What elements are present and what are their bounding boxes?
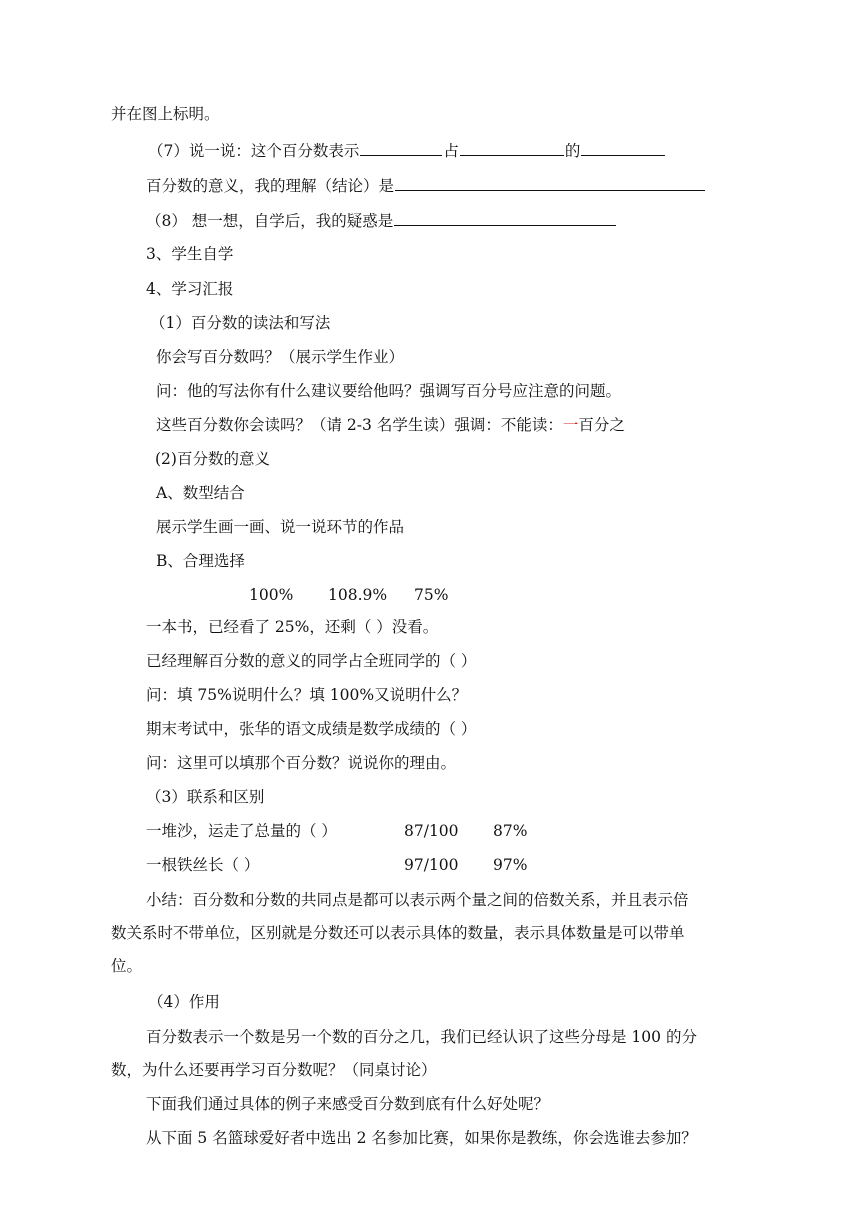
option-value: 100%: [249, 586, 294, 604]
conclusion-line: 百分数的意义，我的理解（结论）是: [146, 174, 706, 196]
section-heading: 4、学习汇报: [146, 280, 234, 298]
text-line: 数，为什么还要再学习百分数呢？（同桌讨论）: [111, 1061, 437, 1079]
text-line: 问：这里可以填那个百分数？说说你的理由。: [146, 754, 457, 772]
answer-blank[interactable]: [394, 209, 616, 226]
text-line: 一堆沙，运走了总量的（ ）: [146, 822, 337, 840]
subsection-heading: （3）联系和区别: [146, 788, 265, 806]
text-line: 位。: [111, 957, 143, 975]
fraction-value: 97/100: [404, 856, 459, 874]
text-line: 数关系时不带单位，区别就是分数还可以表示具体的数量，表示具体数量是可以带单: [111, 924, 685, 942]
text-line: 小结：百分数和分数的共同点是都可以表示两个量之间的倍数关系，并且表示倍: [146, 891, 689, 909]
fraction-value: 87/100: [404, 822, 459, 840]
prompt-say-line: （7）说一说：这个百分数表示 占 的: [148, 139, 666, 161]
text-line: 问：他的写法你有什么建议要给他吗？强调写百分号应注意的问题。: [156, 382, 622, 400]
section-heading: 3、学生自学: [146, 245, 234, 263]
text-line: 展示学生画一画、说一说环节的作品: [156, 518, 405, 536]
text-line: 百分数表示一个数是另一个数的百分之几，我们已经认识了这些分母是 100 的分: [146, 1028, 697, 1046]
subsection-heading: （4）作用: [148, 993, 220, 1011]
text-line: 一根铁丝长（ ）: [146, 856, 260, 874]
answer-blank[interactable]: [360, 139, 442, 156]
text-line: 期末考试中，张华的语文成绩是数学成绩的（ ）: [146, 720, 477, 738]
text-line: 下面我们通过具体的例子来感受百分数到底有什么好处呢？: [146, 1095, 550, 1113]
answer-blank[interactable]: [460, 139, 564, 156]
subsection-heading: （1）百分数的读法和写法: [150, 314, 331, 332]
percent-value: 97%: [493, 856, 528, 874]
text-line: 你会写百分数吗？（展示学生作业）: [156, 348, 405, 366]
subsection-heading: (2)百分数的意义: [155, 450, 270, 468]
option-value: 108.9%: [328, 586, 388, 604]
percent-value: 87%: [493, 822, 528, 840]
text-line: 这些百分数你会读吗？（请 2-3 名学生读）强调：不能读：一百分之: [156, 416, 625, 434]
doubt-line: （8） 想一想，自学后，我的疑惑是: [146, 209, 617, 231]
text-line: A、数型结合: [156, 484, 245, 502]
text-line: B、合理选择: [156, 552, 245, 570]
answer-blank[interactable]: [395, 174, 705, 191]
text-line: 一本书，已经看了 25%，还剩（ ）没看。: [146, 618, 439, 636]
text-line: 问：填 75%说明什么？填 100%又说明什么？: [146, 686, 468, 704]
text-line: 已经理解百分数的意义的同学占全班同学的（ ）: [146, 652, 477, 670]
answer-blank[interactable]: [581, 139, 665, 156]
text-line: 并在图上标明。: [111, 105, 220, 123]
text-line: 从下面 5 名篮球爱好者中选出 2 名参加比赛，如果你是教练，你会选谁去参加？: [146, 1129, 697, 1147]
option-value: 75%: [414, 586, 449, 604]
red-mark: 一: [562, 416, 579, 434]
